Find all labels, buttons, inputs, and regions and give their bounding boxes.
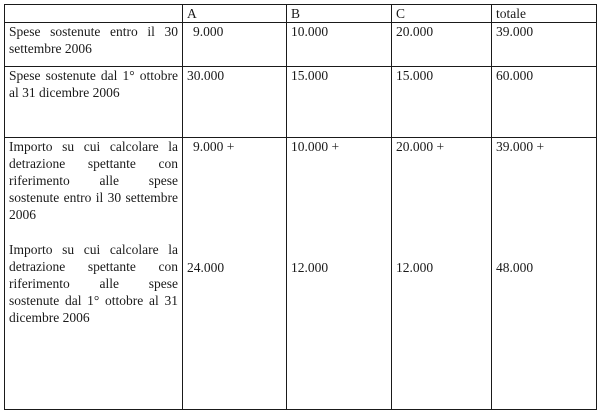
row2-value-a xyxy=(183,67,287,138)
row3-value-b xyxy=(287,138,392,410)
value-text: 9.000 xyxy=(193,24,224,39)
value-text: 15.000 xyxy=(396,68,434,83)
value-text: 10.000 + xyxy=(291,139,340,154)
row-label-importi-detrazione xyxy=(5,138,183,410)
value-text: 10.000 xyxy=(291,24,329,39)
header-cell-c: C xyxy=(392,5,492,23)
header-cell-a: A xyxy=(183,5,287,23)
row1-value-b xyxy=(287,23,392,67)
row2-value-b xyxy=(287,67,392,138)
row3-value-a xyxy=(183,138,287,410)
value-text: 39.000 + xyxy=(496,139,545,154)
value-text: 9.000 + xyxy=(193,139,235,154)
value-text: 12.000 xyxy=(291,260,329,275)
row3-value-c xyxy=(392,138,492,410)
table-row xyxy=(5,67,597,138)
value-text: 60.000 xyxy=(496,68,534,83)
table-row xyxy=(5,23,597,67)
value-text: 24.000 xyxy=(187,260,225,275)
header-cell-totale: totale xyxy=(492,5,597,23)
row2-value-totale xyxy=(492,67,597,138)
row1-value-c xyxy=(392,23,492,67)
table-row xyxy=(5,138,597,410)
expense-table xyxy=(4,4,597,410)
row1-value-a xyxy=(183,23,287,67)
row-label-spese-entro-settembre: Spese sostenute entro il 30 settembre 2006 xyxy=(5,23,183,67)
row3-value-totale xyxy=(492,138,597,410)
label-importo-entro-settembre: Importo su cui calcolare la detrazione spettante con riferimento alle spese sostenute entro il 30 settembre 2006 xyxy=(9,139,178,222)
label-importo-ottobre-dicembre: Importo su cui calcolare la detrazione spettante con riferimento alle spese sostenute dal 1° ottobre al 31 dicembre 2006 xyxy=(9,242,178,325)
value-text: 20.000 + xyxy=(396,139,445,154)
row1-value-totale xyxy=(492,23,597,67)
value-text: 30.000 xyxy=(187,68,225,83)
value-text: 39.000 xyxy=(496,24,534,39)
value-text: 12.000 xyxy=(396,260,434,275)
row2-value-c xyxy=(392,67,492,138)
row-label-spese-ottobre-dicembre: Spese sostenute dal 1° ottobre al 31 dicembre 2006 xyxy=(5,67,183,138)
value-text: 15.000 xyxy=(291,68,329,83)
value-text: 20.000 xyxy=(396,24,434,39)
header-cell-empty xyxy=(5,5,183,23)
header-cell-b: B xyxy=(287,5,392,23)
value-text: 48.000 xyxy=(496,260,534,275)
table-header-row xyxy=(5,5,597,23)
